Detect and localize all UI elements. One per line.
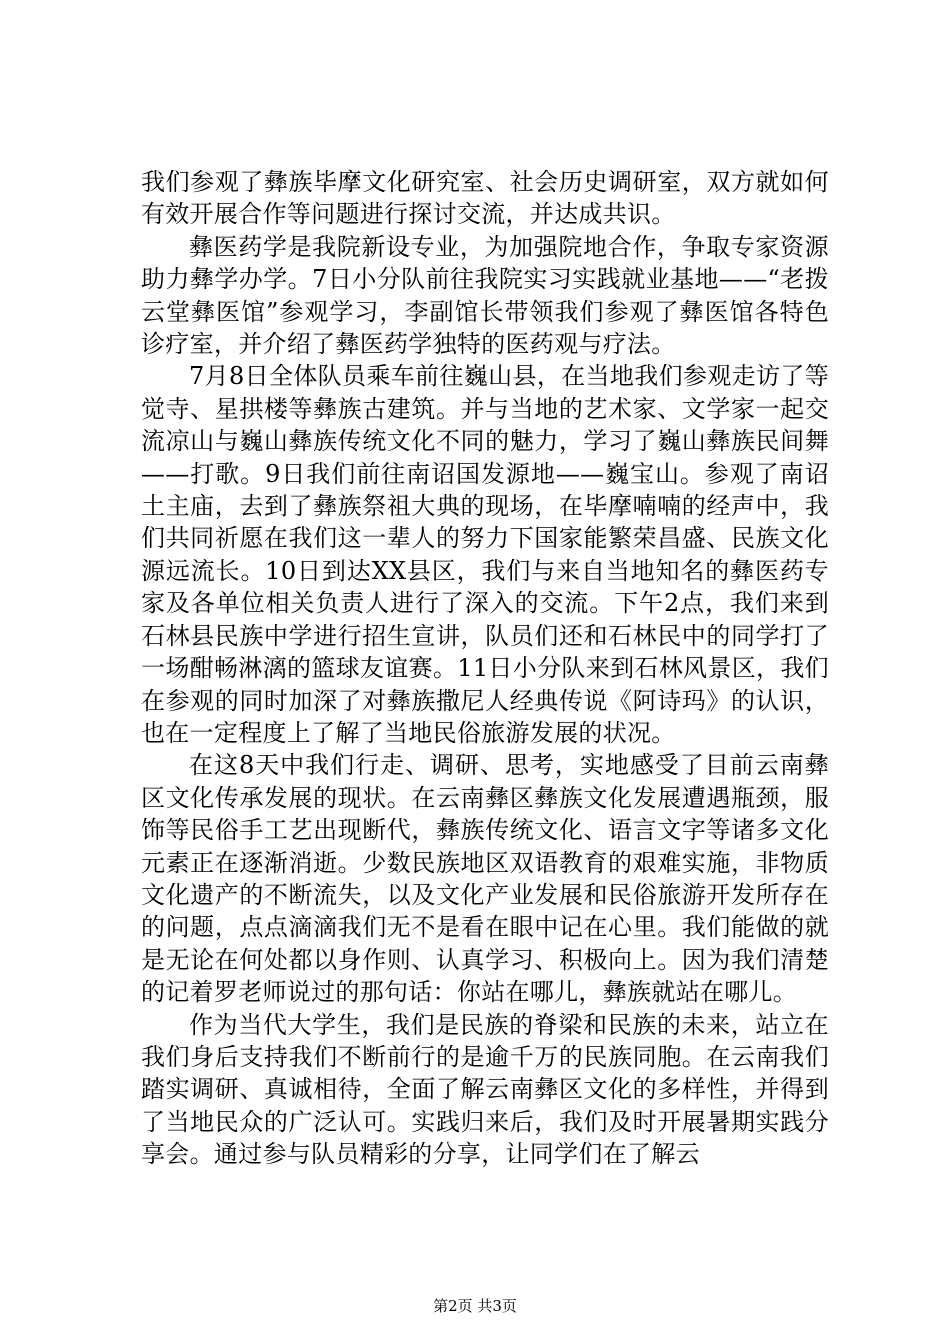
document-body [141, 166, 829, 1171]
page-footer: 第2页 共3页 [433, 1297, 517, 1315]
paragraph-4: 在这8天中我们行走、调研、思考，实地感受了目前云南彝区文化传承发展的现状。在云南彝区彝族文化发展遭遇瓶颈，服饰等民俗手工艺出现断代，彝族传统文化、语言文字等诸多文化元素正在逐渐消逝。少数民族地区双语教育的艰难实施，非物质文化遗产的不断流失，以及文化产业发展和民俗旅游开发所存在的问题，点点滴滴我们无不是看在眼中记在心里。我们能做的就是无论在何处都以身作则、认真学习、积极向上。因为我们清楚的记着罗老师说过的那句话：你站在哪儿，彝族就站在哪儿。 [141, 751, 829, 1007]
paragraph-1: 我们参观了彝族毕摩文化研究室、社会历史调研室，双方就如何有效开展合作等问题进行探讨交流，并达成共识。 [141, 168, 829, 229]
paragraph-3: 7月8日全体队员乘车前往巍山县，在当地我们参观走访了等觉寺、星拱楼等彝族古建筑。并与当地的艺术家、文学家一起交流凉山与巍山彝族传统文化不同的魅力，学习了巍山彝族民间舞——打歌。9日我们前往南诏国发源地——巍宝山。参观了南诏土主庙，去到了彝族祭祖大典的现场，在毕摩喃喃的经声中，我们共同祈愿在我们这一辈人的努力下国家能繁荣昌盛、民族文化源远流长。10日到达XX县区，我们与来自当地知名的彝医药专家及各单位相关负责人进行了深入的交流。下午2点，我们来到石林县民族中学进行招生宣讲，队员们还和石林民中的同学打了一场酣畅淋漓的篮球友谊赛。11日小分队来到石林风景区，我们在参观的同时加深了对彝族撒尼人经典传说《阿诗玛》的认识，也在一定程度上了解了当地民俗旅游发展的状况。 [141, 362, 829, 747]
paragraph-5: 作为当代大学生，我们是民族的脊梁和民族的未来，站立在我们身后支持我们不断前行的是逾千万的民族同胞。在云南我们踏实调研、真诚相待，全面了解云南彝区文化的多样性，并得到了当地民众的广泛认可。实践归来后，我们及时开展暑期实践分享会。通过参与队员精彩的分享，让同学们在了解云 [141, 1010, 829, 1169]
paragraph-2: 彝医药学是我院新设专业，为加强院地合作，争取专家资源助力彝学办学。7日小分队前往我院实习实践就业基地——“老拨云堂彝医馆”参观学习，李副馆长带领我们参观了彝医馆各特色诊疗室，并介绍了彝医药学独特的医药观与疗法。 [141, 232, 829, 359]
